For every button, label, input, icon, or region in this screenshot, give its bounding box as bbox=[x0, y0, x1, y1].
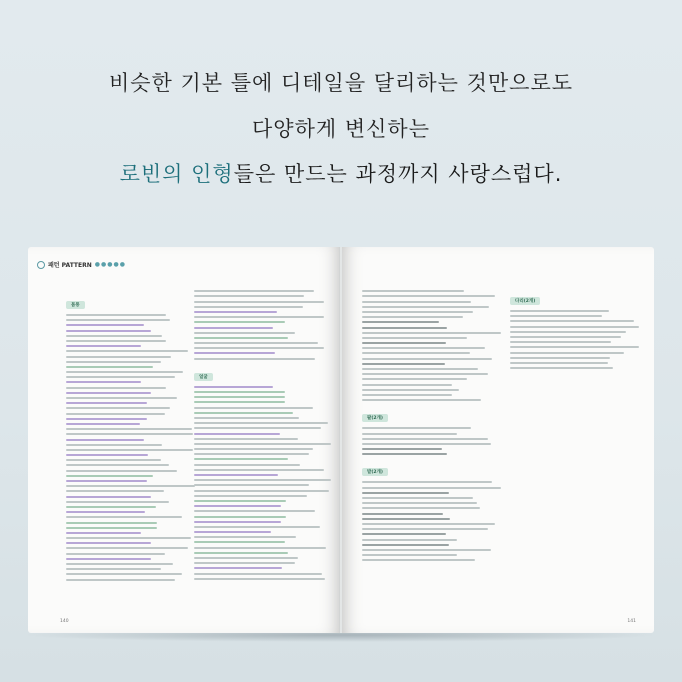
text-line bbox=[66, 522, 157, 524]
text-line bbox=[362, 497, 473, 499]
text-line bbox=[66, 402, 147, 404]
text-line bbox=[66, 314, 166, 316]
text-line bbox=[194, 316, 324, 318]
text-line bbox=[194, 495, 307, 497]
pattern-title: 패턴 PATTERN bbox=[48, 262, 92, 269]
text-line bbox=[194, 552, 288, 554]
text-line bbox=[66, 335, 162, 337]
text-line bbox=[194, 567, 282, 569]
text-line bbox=[362, 438, 488, 440]
text-line bbox=[362, 321, 439, 323]
text-line bbox=[362, 559, 475, 561]
text-line bbox=[362, 342, 446, 344]
open-book bbox=[28, 247, 654, 633]
text-line bbox=[66, 413, 165, 415]
text-line bbox=[362, 352, 470, 354]
text-line bbox=[510, 346, 639, 348]
text-line bbox=[194, 448, 313, 450]
text-line bbox=[66, 381, 141, 383]
text-line bbox=[362, 492, 449, 494]
text-line bbox=[66, 407, 170, 409]
text-line bbox=[194, 337, 288, 339]
text-line bbox=[362, 358, 492, 360]
text-line bbox=[66, 573, 182, 575]
text-line bbox=[194, 401, 285, 403]
text-line bbox=[194, 358, 315, 360]
text-line bbox=[194, 391, 285, 393]
text-line bbox=[362, 549, 491, 551]
text-lines bbox=[510, 310, 640, 369]
text-line bbox=[194, 536, 296, 538]
text-line bbox=[510, 331, 626, 333]
left-page bbox=[28, 247, 340, 633]
text-line bbox=[66, 547, 188, 549]
text-line bbox=[510, 336, 621, 338]
text-line bbox=[66, 376, 175, 378]
text-line bbox=[362, 327, 447, 329]
text-line bbox=[66, 496, 151, 498]
text-line bbox=[66, 527, 157, 529]
text-lines bbox=[194, 290, 332, 359]
text-line bbox=[194, 407, 313, 409]
text-line bbox=[362, 306, 489, 308]
text-line bbox=[362, 443, 491, 445]
text-line bbox=[362, 389, 459, 391]
text-line bbox=[362, 316, 463, 318]
text-line bbox=[194, 469, 324, 471]
text-line bbox=[66, 423, 140, 425]
text-line bbox=[362, 378, 467, 380]
text-line bbox=[66, 464, 169, 466]
text-line bbox=[194, 500, 286, 502]
right-page bbox=[342, 247, 654, 633]
text-line bbox=[194, 422, 328, 424]
text-line bbox=[66, 371, 183, 373]
text-line bbox=[362, 384, 452, 386]
text-line bbox=[510, 352, 624, 354]
text-line bbox=[362, 507, 480, 509]
text-line bbox=[362, 332, 501, 334]
text-lines bbox=[362, 481, 502, 561]
text-line bbox=[362, 448, 442, 450]
text-line bbox=[194, 516, 286, 518]
text-line bbox=[66, 475, 153, 477]
text-line bbox=[66, 542, 151, 544]
text-line bbox=[194, 443, 331, 445]
text-line bbox=[194, 474, 278, 476]
text-line bbox=[194, 396, 285, 398]
text-line bbox=[194, 490, 329, 492]
text-line bbox=[510, 315, 602, 317]
text-line bbox=[362, 513, 443, 515]
text-line bbox=[362, 554, 457, 556]
text-line bbox=[66, 516, 182, 518]
text-line bbox=[66, 449, 193, 451]
text-line bbox=[194, 578, 325, 580]
text-line bbox=[66, 330, 151, 332]
text-line bbox=[510, 320, 634, 322]
text-line bbox=[66, 480, 147, 482]
headline-accent: 로빈의 인형 bbox=[119, 162, 234, 186]
text-line bbox=[362, 502, 477, 504]
text-line bbox=[362, 533, 446, 535]
text-line bbox=[194, 306, 303, 308]
text-line bbox=[194, 464, 300, 466]
text-line bbox=[66, 366, 153, 368]
page-number-right: 141 bbox=[627, 619, 636, 624]
section-tag-feet: 발(2개) bbox=[362, 468, 388, 476]
text-line bbox=[66, 579, 175, 581]
text-line bbox=[194, 386, 273, 388]
text-line bbox=[362, 394, 452, 396]
text-line bbox=[66, 444, 162, 446]
text-line bbox=[194, 526, 320, 528]
headline-line-3 bbox=[0, 158, 682, 188]
text-line bbox=[66, 532, 141, 534]
text-line bbox=[66, 428, 192, 430]
text-line bbox=[66, 501, 169, 503]
text-line bbox=[194, 327, 273, 329]
text-line bbox=[194, 301, 324, 303]
text-line bbox=[362, 311, 473, 313]
text-line bbox=[194, 547, 326, 549]
text-line bbox=[194, 453, 309, 455]
left-page-column-2 bbox=[194, 287, 332, 583]
text-line bbox=[66, 345, 141, 347]
text-line bbox=[194, 433, 280, 435]
text-line bbox=[194, 510, 315, 512]
text-line bbox=[194, 352, 275, 354]
text-line bbox=[194, 573, 322, 575]
text-line bbox=[194, 412, 293, 414]
text-line bbox=[66, 511, 145, 513]
text-line bbox=[66, 418, 147, 420]
text-line bbox=[194, 332, 295, 334]
text-line bbox=[66, 319, 170, 321]
section-tag-body: 몸통 bbox=[66, 301, 85, 309]
text-line bbox=[194, 417, 299, 419]
text-line bbox=[362, 373, 488, 375]
right-page-column-2 bbox=[510, 287, 640, 372]
section-tag-face: 얼굴 bbox=[194, 373, 213, 381]
text-line bbox=[362, 368, 478, 370]
text-line bbox=[194, 557, 298, 559]
dots-decoration: ●●●●● bbox=[94, 261, 126, 268]
text-line bbox=[362, 518, 450, 520]
text-line bbox=[66, 340, 166, 342]
pattern-heading bbox=[37, 260, 126, 269]
text-line bbox=[66, 397, 177, 399]
text-line bbox=[66, 506, 156, 508]
text-line bbox=[194, 531, 271, 533]
text-line bbox=[510, 326, 639, 328]
text-line bbox=[362, 487, 501, 489]
headline-line-1: 비슷한 기본 틀에 디테일을 달리하는 것만으로도 bbox=[108, 71, 574, 95]
text-line bbox=[66, 470, 177, 472]
text-lines bbox=[194, 386, 332, 580]
text-line bbox=[362, 295, 495, 297]
text-line bbox=[194, 458, 288, 460]
text-line bbox=[66, 324, 144, 326]
text-line bbox=[194, 347, 324, 349]
text-line bbox=[194, 311, 277, 313]
text-line bbox=[194, 342, 318, 344]
right-page-column-1 bbox=[362, 287, 502, 564]
text-line bbox=[362, 337, 467, 339]
text-line bbox=[362, 399, 481, 401]
text-line bbox=[194, 484, 309, 486]
section-tag-arms: 팔(2개) bbox=[362, 414, 388, 422]
text-line bbox=[510, 341, 611, 343]
text-line bbox=[362, 523, 495, 525]
text-line bbox=[510, 310, 609, 312]
text-line bbox=[362, 290, 464, 292]
text-line bbox=[510, 367, 613, 369]
text-line bbox=[66, 454, 148, 456]
text-lines bbox=[362, 290, 502, 401]
text-line bbox=[362, 363, 445, 365]
text-line bbox=[362, 427, 471, 429]
left-page-column-1 bbox=[66, 291, 196, 584]
yarn-icon bbox=[37, 261, 45, 269]
text-line bbox=[66, 568, 161, 570]
text-line bbox=[66, 433, 193, 435]
text-line bbox=[66, 485, 195, 487]
text-line bbox=[194, 290, 314, 292]
section-tag-legs: 다리(2개) bbox=[510, 297, 540, 305]
headline-line-3-rest: 들은 만드는 과정까지 사랑스럽다. bbox=[233, 162, 563, 186]
text-line bbox=[362, 481, 492, 483]
text-line bbox=[362, 433, 457, 435]
text-line bbox=[194, 541, 285, 543]
text-line bbox=[66, 439, 144, 441]
text-line bbox=[194, 295, 304, 297]
text-line bbox=[194, 505, 281, 507]
text-line bbox=[66, 356, 171, 358]
text-line bbox=[66, 392, 151, 394]
headline-line-2: 다양하게 변신하는 bbox=[252, 117, 430, 141]
text-line bbox=[362, 544, 449, 546]
text-line bbox=[66, 490, 164, 492]
text-line bbox=[194, 321, 285, 323]
text-line bbox=[66, 553, 165, 555]
text-line bbox=[66, 558, 151, 560]
text-line bbox=[362, 301, 471, 303]
text-line bbox=[362, 347, 485, 349]
text-line bbox=[66, 459, 161, 461]
page-number-left: 140 bbox=[60, 619, 69, 624]
text-line bbox=[510, 357, 610, 359]
text-line bbox=[362, 528, 488, 530]
text-lines bbox=[66, 314, 196, 581]
text-line bbox=[66, 350, 188, 352]
text-line bbox=[66, 361, 161, 363]
text-line bbox=[194, 427, 321, 429]
text-line bbox=[66, 387, 166, 389]
text-line bbox=[194, 438, 298, 440]
text-lines bbox=[362, 427, 502, 455]
text-line bbox=[362, 453, 447, 455]
text-line bbox=[362, 539, 457, 541]
text-line bbox=[194, 562, 295, 564]
text-line bbox=[66, 563, 173, 565]
text-line bbox=[194, 479, 331, 481]
text-line bbox=[194, 521, 281, 523]
text-line bbox=[66, 537, 191, 539]
text-line bbox=[510, 362, 608, 364]
